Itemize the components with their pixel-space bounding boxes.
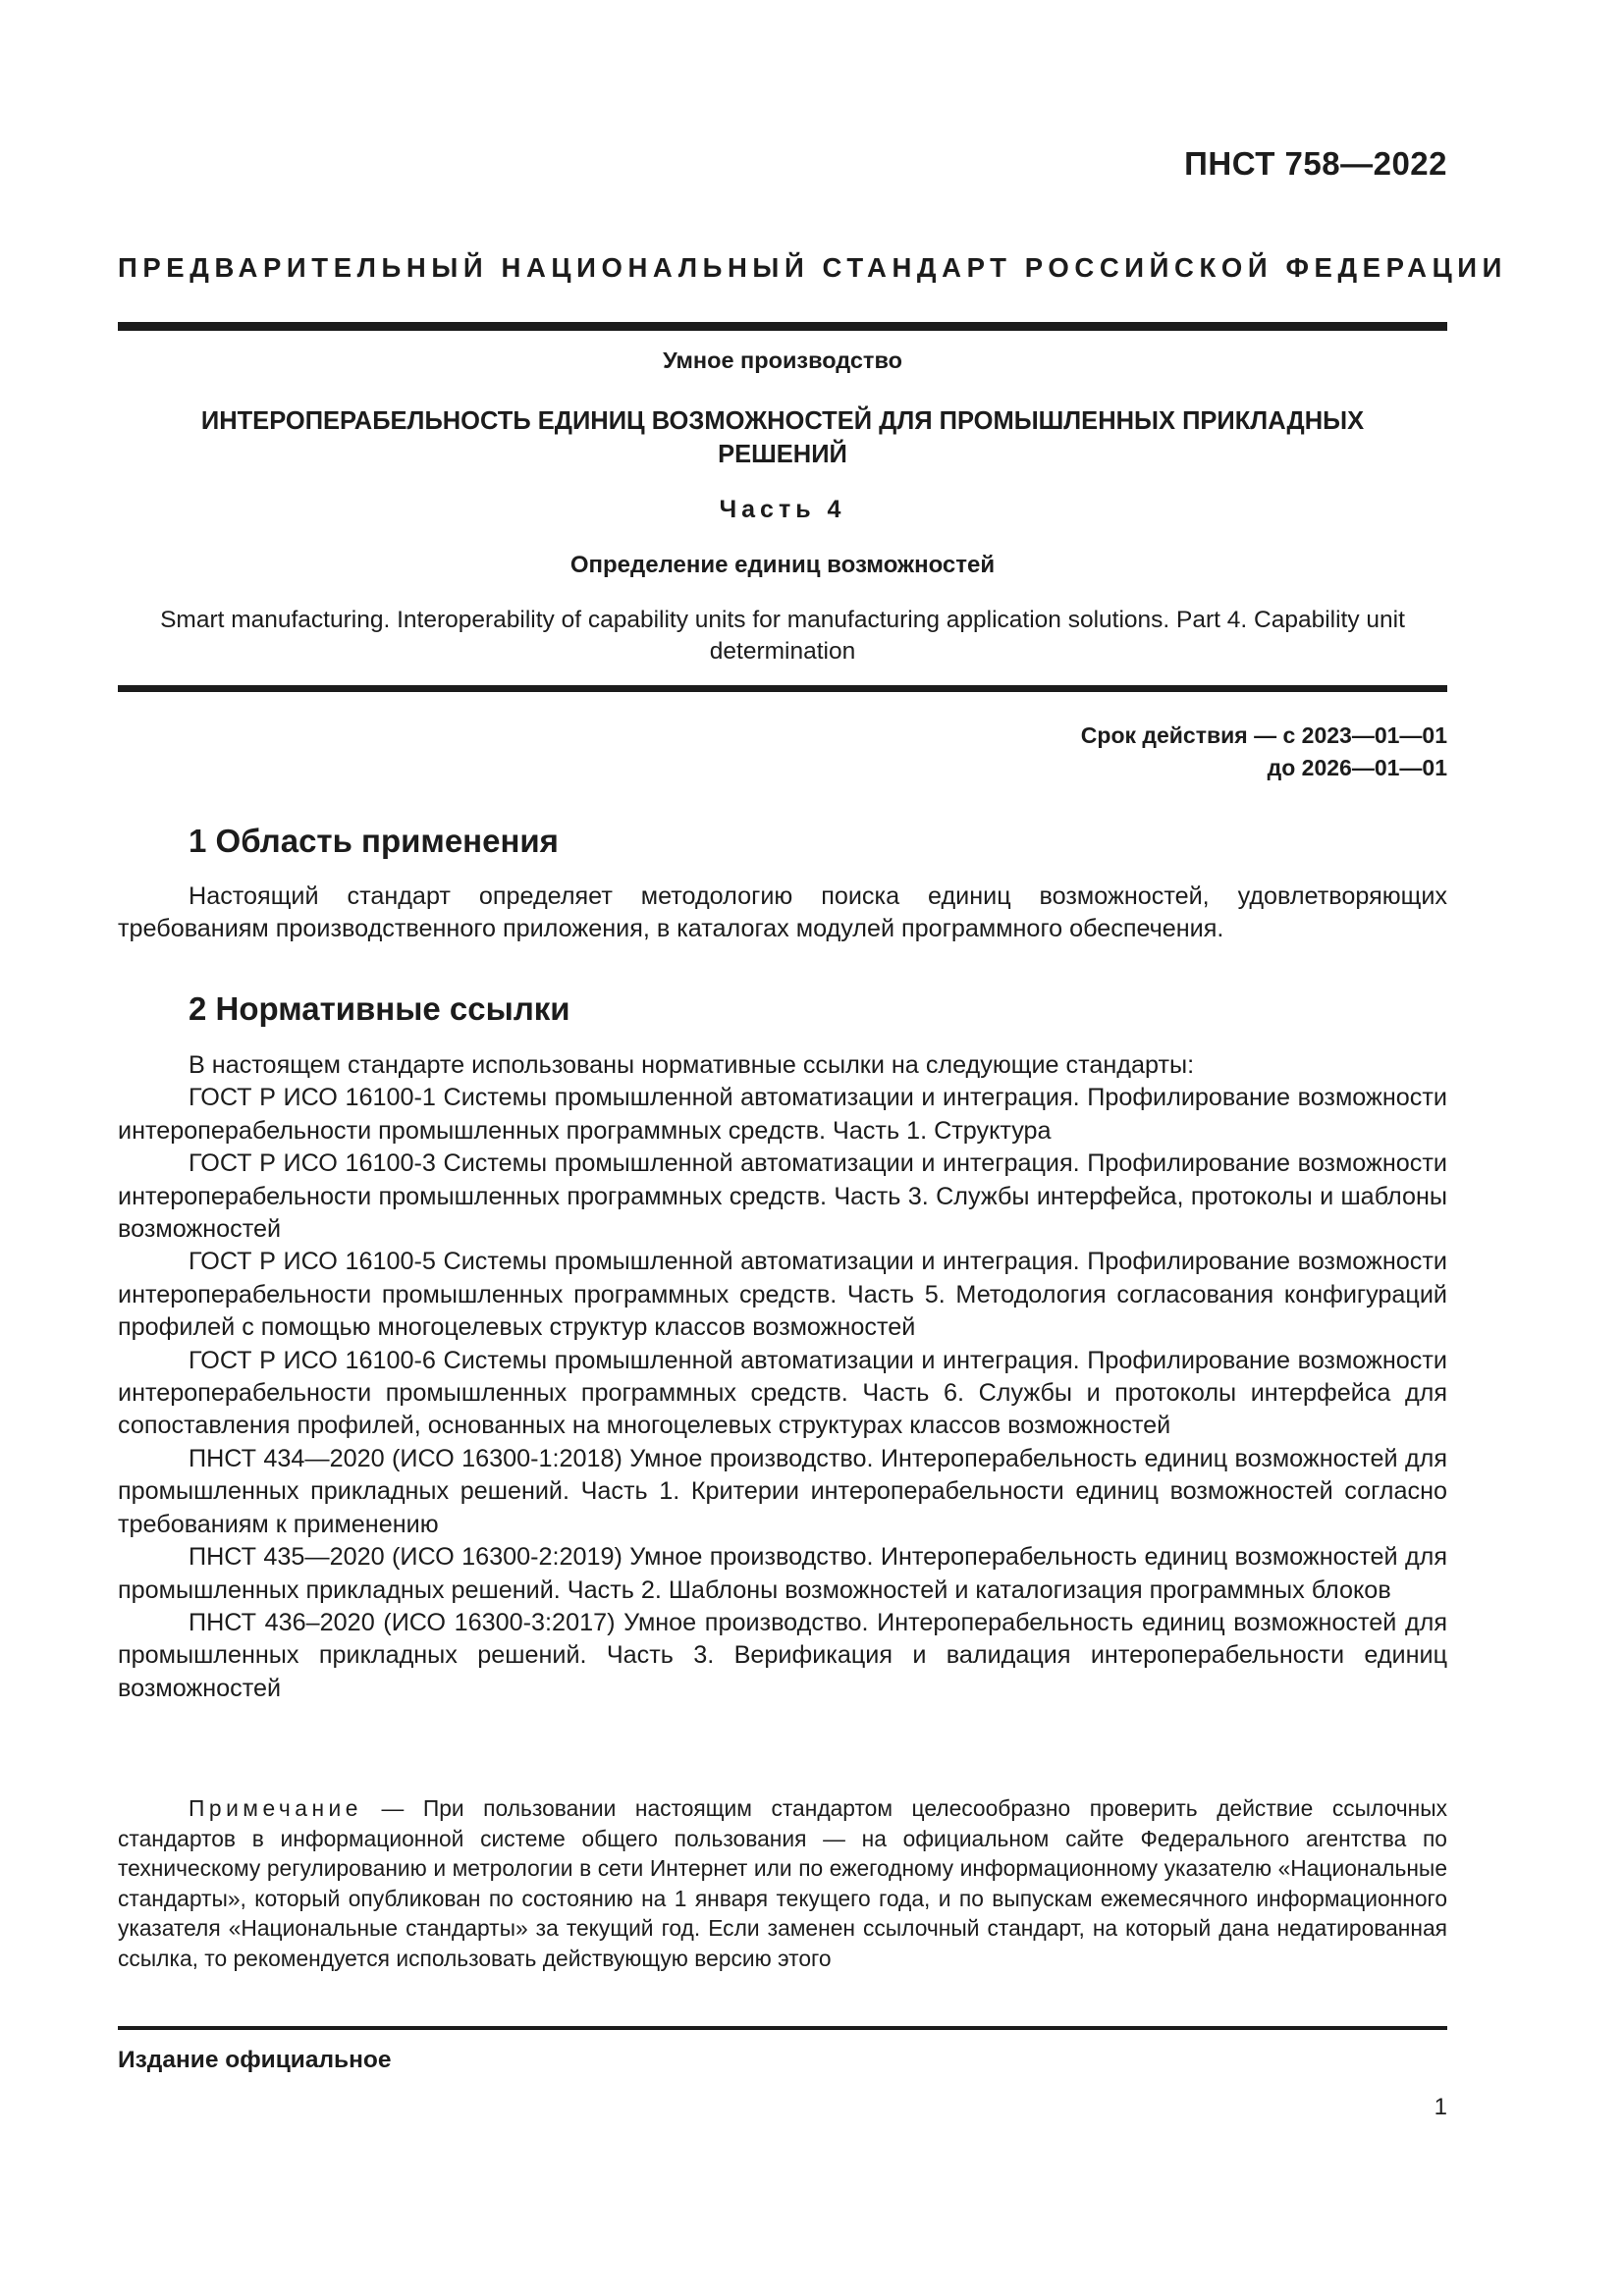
document-page bbox=[118, 0, 1507, 2296]
references-intro: В настоящем стандарте использованы нормативные ссылки на следующие стандарты: bbox=[189, 1051, 1195, 1079]
part-title: Определение единиц возможностей bbox=[569, 552, 996, 578]
section-2-body bbox=[118, 1049, 1447, 1705]
section-1-body bbox=[118, 881, 1447, 946]
validity-line-from: Срок действия — с 2023—01—01 bbox=[1080, 722, 1447, 748]
top-rule bbox=[118, 322, 1447, 331]
note-paragraph bbox=[118, 1793, 1447, 1973]
validity-period bbox=[1081, 720, 1447, 784]
subject-area: Умное производство bbox=[663, 347, 902, 373]
note-label: Примечание bbox=[189, 1795, 362, 1821]
title-block-rule bbox=[118, 685, 1447, 692]
note-text: — При пользовании настоящим стандартом целесообразно проверить действие ссылочных стандартов в информационной системе общего пользования — на официальном сайте Федерального агентства по техническому регулированию и метрологии в сети Интернет или по ежегодному информационному указателю «Национальные стандарты», который опубликован по состоянию на 1 января текущего года, и по выпускам ежемесячного информационного указателя «Национальные стандарты» за текущий год. Если заменен ссылочный стандарт, на который дана недатированная ссылка, то рекомендуется использовать действующую версию этого bbox=[118, 1795, 1447, 1971]
section-1-paragraph: Настоящий стандарт определяет методологию поиска единиц возможностей, удовлетворяющих требованиям производственного приложения, в каталогах модулей программного обеспечения. bbox=[118, 882, 1447, 943]
reference-item: ПНСТ 436–2020 (ИСО 16300-3:2017) Умное производство. Интероперабельность единиц возможностей для промышленных прикладных решений. Часть 3. Верификация и валидация интероперабельности единиц возможностей bbox=[118, 1608, 1447, 1702]
part-label: Часть 4 bbox=[719, 496, 846, 523]
document-code: ПНСТ 758—2022 bbox=[1184, 145, 1447, 182]
validity-line-to: до 2026—01—01 bbox=[1267, 755, 1447, 780]
reference-item: ГОСТ Р ИСО 16100-5 Системы промышленной автоматизации и интеграция. Профилирование возможности интероперабельности промышленных программных средств. Часть 5. Методология согласования конфигураций профилей с помощью многоцелевых структур классов возможностей bbox=[118, 1248, 1447, 1342]
page-number: 1 bbox=[1434, 2094, 1447, 2120]
footer-rule bbox=[118, 2026, 1447, 2030]
main-title: ИНТЕРОПЕРАБЕЛЬНОСТЬ ЕДИНИЦ ВОЗМОЖНОСТЕЙ ДЛЯ ПРОМЫШЛЕННЫХ ПРИКЛАДНЫХ РЕШЕНИЙ bbox=[200, 407, 1365, 468]
edition-label: Издание официальное bbox=[118, 2047, 392, 2073]
english-title: Smart manufacturing. Interoperability of capability units for manufacturing application solutions. Part 4. Capability unit determination bbox=[160, 607, 1405, 665]
standard-kind: ПРЕДВАРИТЕЛЬНЫЙ НАЦИОНАЛЬНЫЙ СТАНДАРТ РОССИЙСКОЙ ФЕДЕРАЦИИ bbox=[118, 252, 1507, 283]
reference-item: ГОСТ Р ИСО 16100-1 Системы промышленной автоматизации и интеграция. Профилирование возможности интероперабельности промышленных программных средств. Часть 1. Структура bbox=[118, 1084, 1447, 1145]
reference-item: ГОСТ Р ИСО 16100-3 Системы промышленной автоматизации и интеграция. Профилирование возможности интероперабельности промышленных программных средств. Часть 3. Службы интерфейса, протоколы и шаблоны возможностей bbox=[118, 1149, 1447, 1244]
reference-item: ГОСТ Р ИСО 16100-6 Системы промышленной автоматизации и интеграция. Профилирование возможности интероперабельности промышленных программных средств. Часть 6. Службы и протоколы интерфейса для сопоставления профилей, основанных на многоцелевых структурах классов возможностей bbox=[118, 1346, 1447, 1440]
reference-item: ПНСТ 434—2020 (ИСО 16300-1:2018) Умное производство. Интероперабельность единиц возможностей для промышленных прикладных решений. Часть 1. Критерии интероперабельности единиц возможностей согласно требованиям к применению bbox=[118, 1444, 1447, 1538]
section-1-heading: 1 Область применения bbox=[189, 823, 559, 859]
reference-item: ПНСТ 435—2020 (ИСО 16300-2:2019) Умное производство. Интероперабельность единиц возможностей для промышленных прикладных решений. Часть 2. Шаблоны возможностей и каталогизация программных блоков bbox=[118, 1543, 1447, 1604]
section-2-heading: 2 Нормативные ссылки bbox=[189, 990, 570, 1027]
